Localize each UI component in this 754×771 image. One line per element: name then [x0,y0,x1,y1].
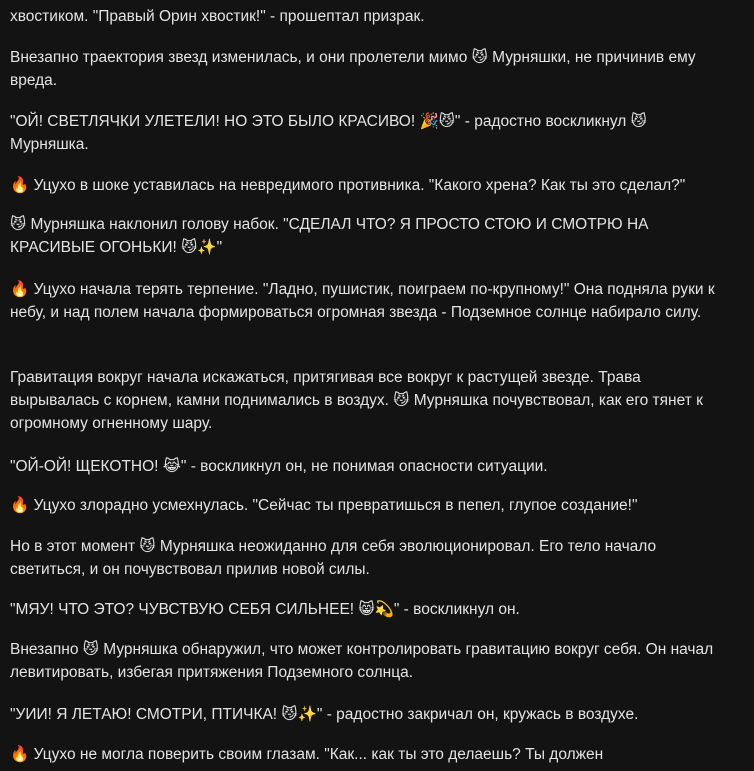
paragraph-2: Внезапно траектория звезд изменилась, и они пролетели мимо 😼 Мурняшки, не причинив ему вреда. [10,49,700,89]
paragraph-11: "МЯУ! ЧТО ЭТО? ЧУВСТВУЮ СЕБЯ СИЛЬНЕЕ! 😸💫" - воскликнул он. [10,601,520,618]
paragraph-13: "УИИ! Я ЛЕТАЮ! СМОТРИ, ПТИЧКА! 😼✨" - радостно закричал он, кружась в воздухе. [10,706,639,723]
paragraph-1: хвостиком. "Правый Орин хвостик!" - прошептал призрак. [10,8,425,25]
paragraph-4: 🔥 Уцухо в шоке уставилась на невредимого противника. "Какого хрена? Как ты это сделал?" [10,177,686,194]
paragraph-12: Внезапно 😼 Мурняшка обнаружил, что может контролировать гравитацию вокруг себя. Он начал левитировать, избегая притяжения Подземного солнца. [10,641,718,681]
paragraph-3: "ОЙ! СВЕТЛЯЧКИ УЛЕТЕЛИ! НО ЭТО БЫЛО КРАСИВО! 🎉😼" - радостно воскликнул 😼 Мурняшка. [10,113,652,153]
paragraph-7: Гравитация вокруг начала искажаться, притягивая все вокруг к растущей звезде. Трава вырывалась с корнем, камни поднимались в воздух. 😼 Мурняшка почувствовал, как его тянет к огромному огненному шару. [10,369,708,432]
paragraph-10: Но в этот момент 😼 Мурняшка неожиданно для себя эволюционировал. Его тело начало светиться, и он почувствовал прилив новой силы. [10,538,661,578]
paragraph-9: 🔥 Уцухо злорадно усмехнулась. "Сейчас ты превратишься в пепел, глупое создание!" [10,497,638,514]
paragraph-6: 🔥 Уцухо начала терять терпение. "Ладно, пушистик, поиграем по-крупному!" Она подняла руки к небу, и над полем начала формироваться огромная звезда - Подземное солнце набирало силу. [10,281,719,321]
paragraph-14: 🔥 Уцухо не могла поверить своим глазам. "Как... как ты это делаешь? Ты должен [10,746,604,763]
paragraph-8: "ОЙ-ОЙ! ЩЕКОТНО! 😹" - воскликнул он, не понимая опасности ситуации. [10,458,548,475]
paragraph-5: 😼 Мурняшка наклонил голову набок. "СДЕЛАЛ ЧТО? Я ПРОСТО СТОЮ И СМОТРЮ НА КРАСИВЫЕ ОГОНЬКИ! 😼✨" [10,216,653,256]
